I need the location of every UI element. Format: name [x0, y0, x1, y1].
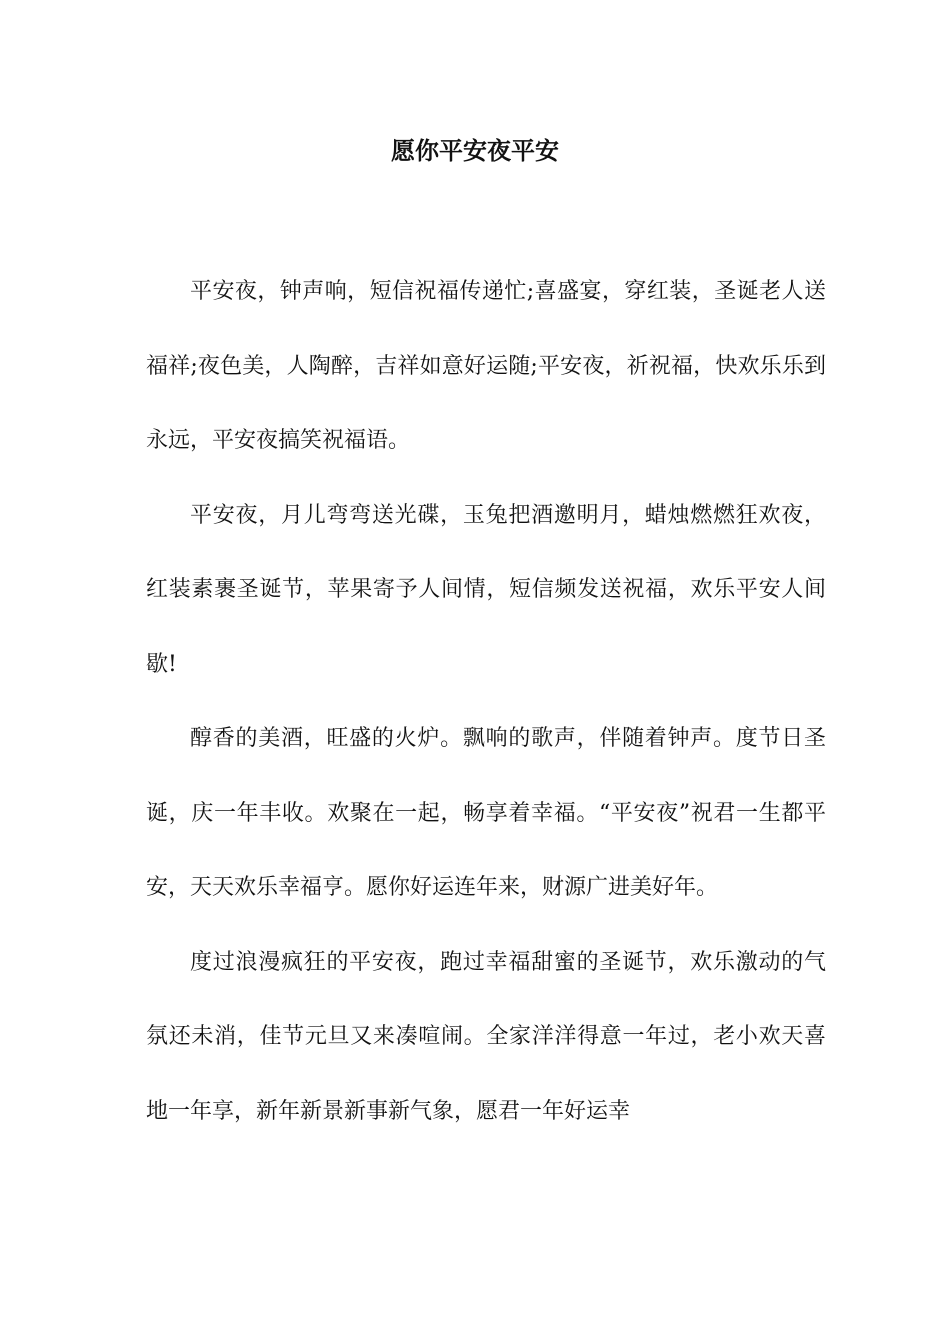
paragraph-4: 度过浪漫疯狂的平安夜，跑过幸福甜蜜的圣诞节，欢乐激动的气氛还未消，佳节元旦又来凑喧闹。全家洋洋得意一年过，老小欢天喜地一年享，新年新景新事新气象，愿君一年好运幸: [146, 949, 826, 1124]
paragraph-2: 平安夜，月儿弯弯送光碟，玉兔把酒邀明月，蜡烛燃燃狂欢夜，红装素裹圣诞节，苹果寄予人间情，短信频发送祝福，欢乐平安人间歇!: [146, 502, 826, 677]
document-body: [146, 255, 826, 1149]
paragraph-3: 醇香的美酒，旺盛的火炉。飘响的歌声，伴随着钟声。度节日圣诞，庆一年丰收。欢聚在一起，畅享着幸福。“平安夜”祝君一生都平安，天天欢乐幸福亨。愿你好运连年来，财源广进美好年。: [146, 726, 826, 900]
paragraph-1: 平安夜，钟声响，短信祝福传递忙;喜盛宴，穿红装，圣诞老人送福祥;夜色美，人陶醉，吉祥如意好运随;平安夜，祈祝福，快欢乐乐到永远，平安夜搞笑祝福语。: [146, 279, 826, 453]
document-title: 愿你平安夜平安: [391, 136, 559, 165]
